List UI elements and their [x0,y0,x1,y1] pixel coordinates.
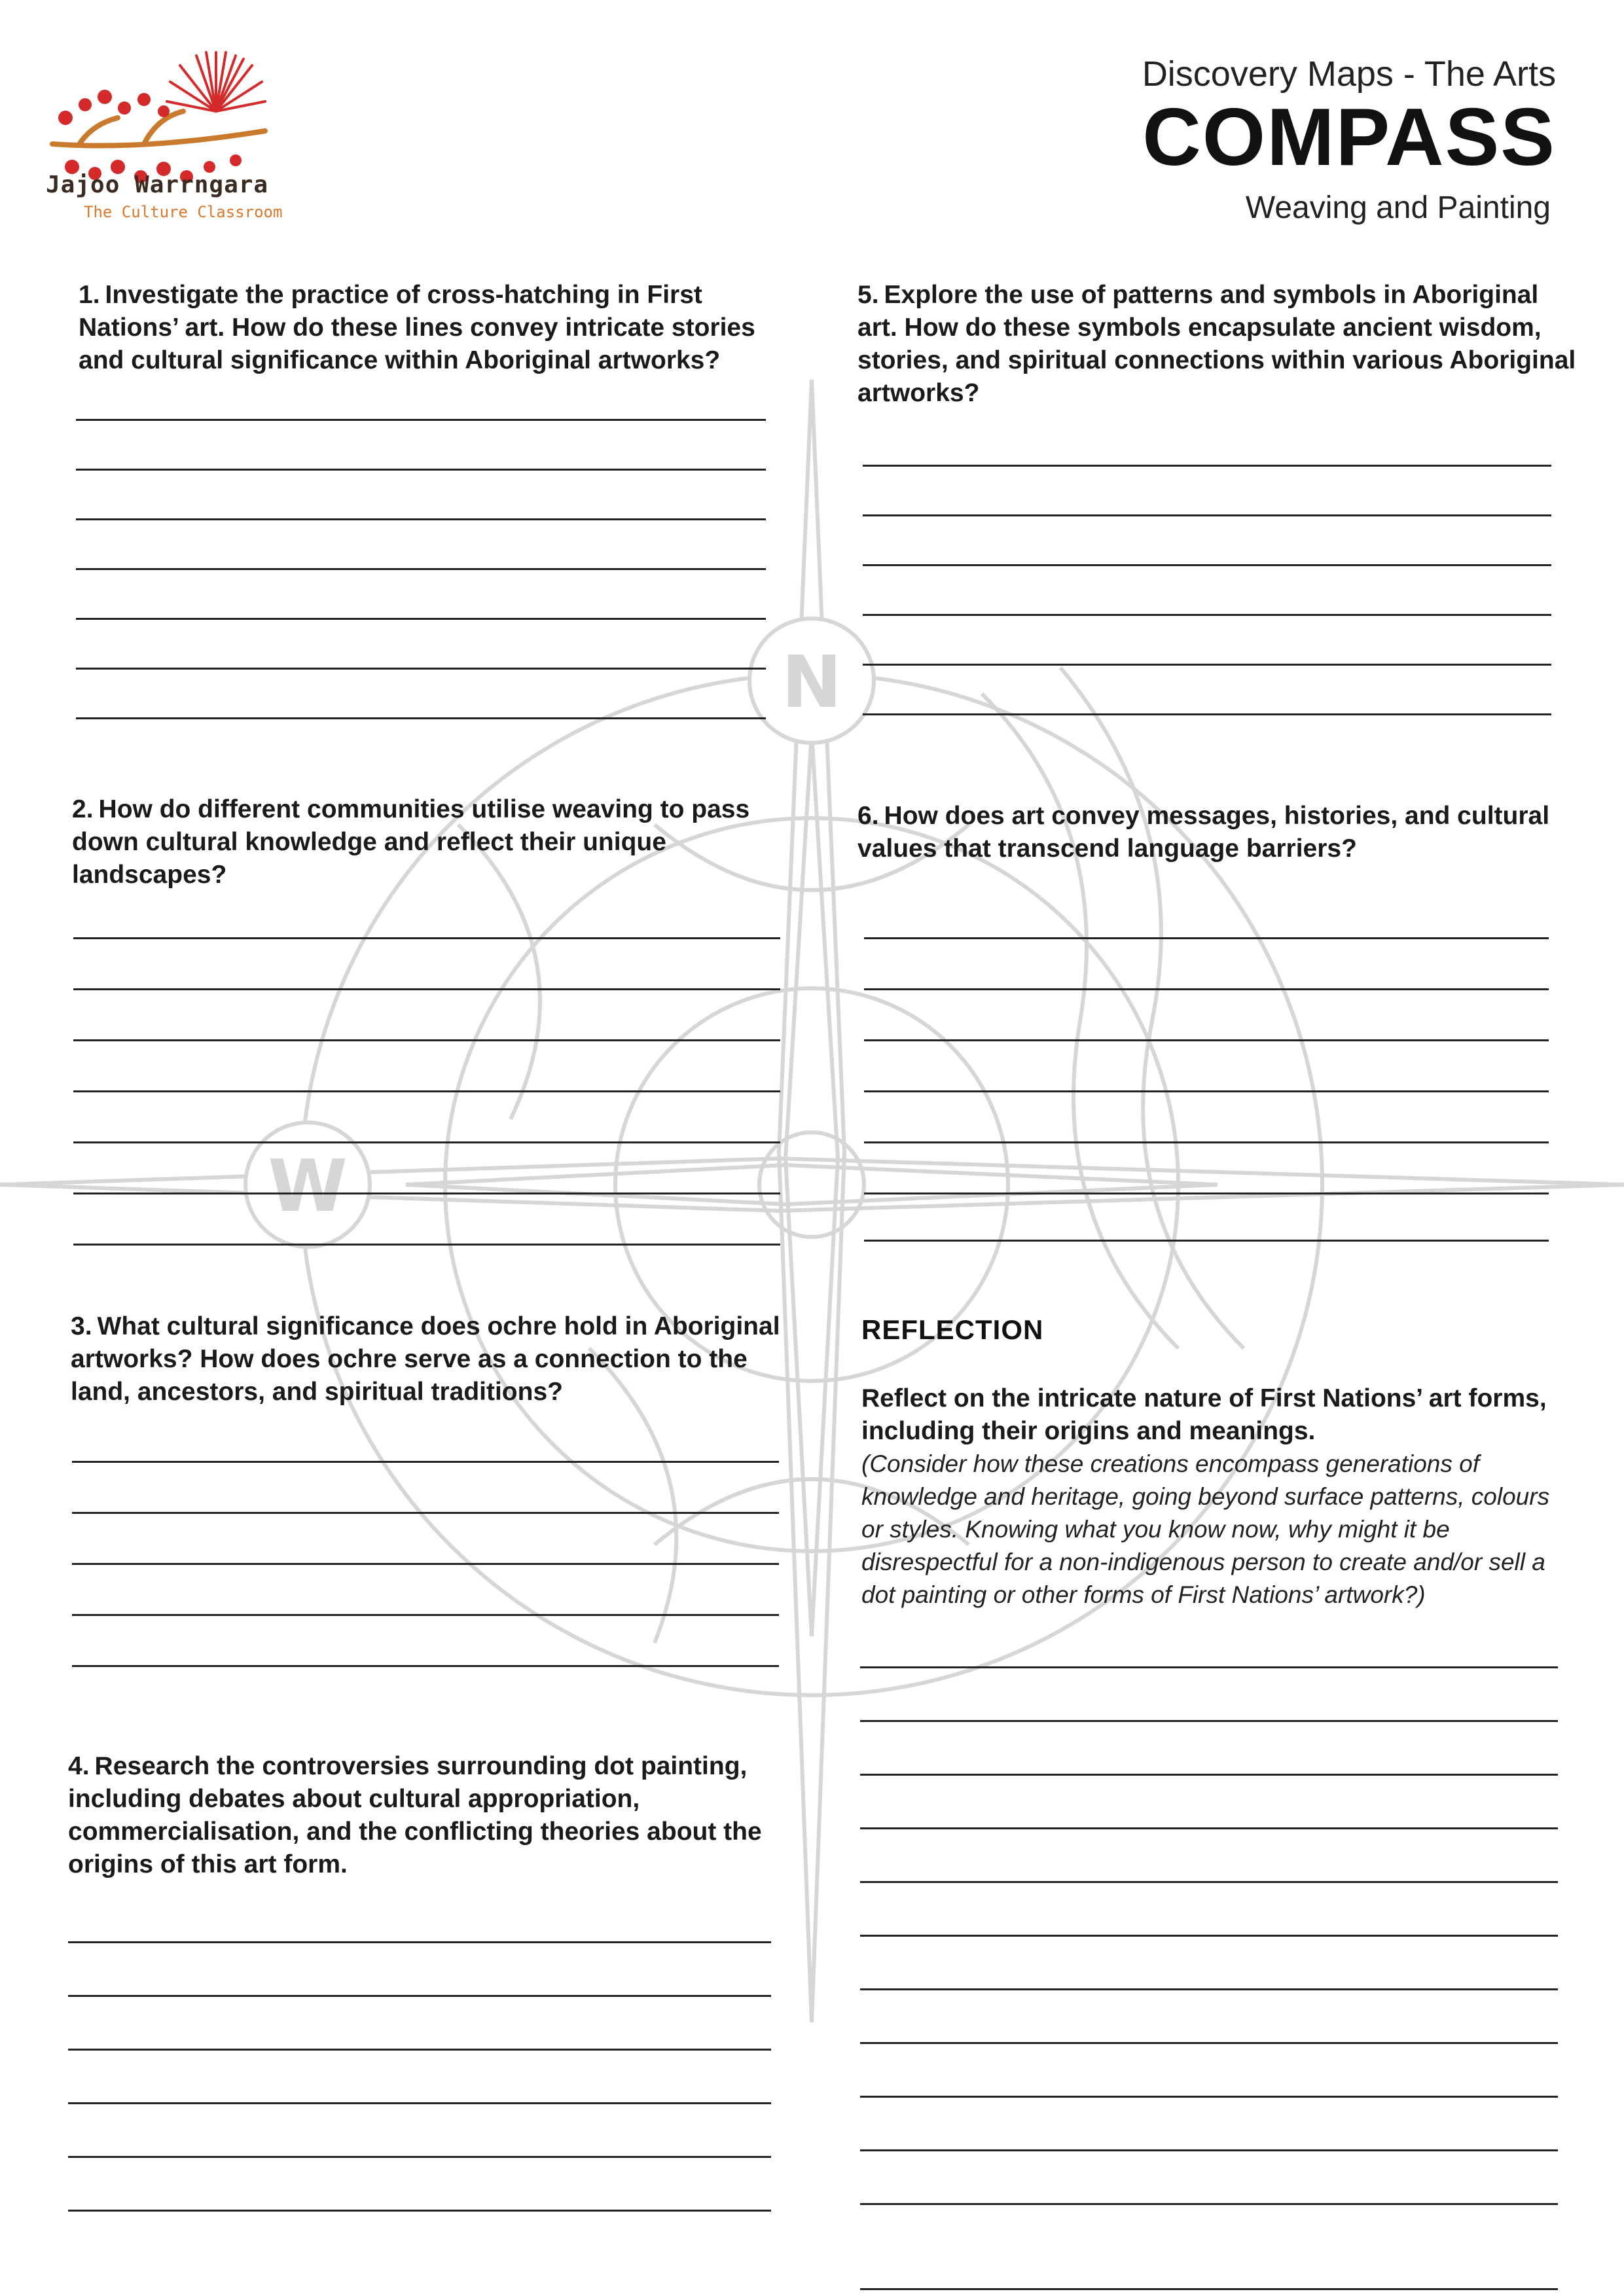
answer-line[interactable] [73,1039,780,1041]
answer-lines-3[interactable] [72,1461,779,1670]
answer-lines-1[interactable] [76,419,766,726]
answer-line[interactable] [68,1995,771,1997]
answer-line[interactable] [860,2288,1558,2290]
question-number: 2. [72,795,94,823]
answer-line[interactable] [860,1881,1558,1883]
answer-line[interactable] [72,1461,779,1463]
page-subtitle: Weaving and Painting [1245,190,1551,225]
answer-line[interactable] [72,1512,779,1514]
answer-line[interactable] [864,1240,1549,1242]
question-number: 3. [71,1312,92,1340]
answer-line[interactable] [860,1666,1558,1668]
question-text: How does art convey messages, histories, and cultural values that transcend language barriers? [857,802,1550,863]
logo-flower-icon [167,52,265,111]
answer-line[interactable] [76,518,766,520]
answer-line[interactable] [68,1941,771,1943]
question-number: 6. [857,802,879,830]
answer-line[interactable] [863,713,1551,715]
question-text: Explore the use of patterns and symbols in Aboriginal art. How do these symbols encapsulate ancient wisdom, stories, and spiritual connections within various Aboriginal artworks? [857,281,1576,407]
answer-line[interactable] [860,2203,1558,2205]
answer-line[interactable] [863,664,1551,666]
logo-tagline: The Culture Classroom [84,203,283,221]
question-number: 4. [68,1752,90,1780]
answer-line[interactable] [863,465,1551,467]
answer-lines-6[interactable] [864,937,1549,1245]
answer-lines-2[interactable] [73,937,780,1251]
answer-lines-reflection[interactable] [860,1666,1558,2295]
answer-line[interactable] [68,2049,771,2051]
question-number: 1. [79,281,100,309]
answer-line[interactable] [864,1193,1549,1194]
question-4 [68,1750,788,1881]
answer-line[interactable] [76,419,766,421]
question-6 [857,800,1578,865]
answer-line[interactable] [864,937,1549,939]
answer-line[interactable] [72,1563,779,1565]
answer-line[interactable] [863,564,1551,566]
question-text: How do different communities utilise weaving to pass down cultural knowledge and reflect their unique landscapes? [72,795,750,889]
answer-line[interactable] [73,1141,780,1143]
answer-line[interactable] [860,1935,1558,1937]
answer-line[interactable] [73,937,780,939]
question-3 [71,1310,784,1408]
reflection-title: REFLECTION [861,1314,1044,1345]
answer-line[interactable] [76,618,766,620]
answer-line[interactable] [860,1827,1558,1829]
answer-line[interactable] [73,1244,780,1246]
answer-line[interactable] [864,1090,1549,1092]
question-text: Research the controversies surrounding dot painting, including debates about cultural appropriation, commercialisation, and the conflicting theories about the origins of this art form. [68,1752,762,1878]
question-2 [72,793,779,891]
answer-line[interactable] [860,1774,1558,1776]
answer-line[interactable] [72,1665,779,1667]
page-title: COMPASS [1142,92,1556,183]
logo-name: Jajoo Warrngara [46,171,269,198]
answer-line[interactable] [860,2096,1558,2098]
answer-line[interactable] [76,668,766,670]
answer-line[interactable] [73,988,780,990]
answer-line[interactable] [860,1988,1558,1990]
answer-line[interactable] [860,1720,1558,1722]
question-text: Investigate the practice of cross-hatching in First Nations’ art. How do these lines convey intricate stories and cultural significance within Aboriginal artworks? [79,281,755,374]
reflection-guidance: (Consider how these creations encompass generations of knowledge and heritage, going beyond surface patterns, colours or styles. Knowing what you know now, why might it be disrespectful for a non-indigenous person to create and/or sell a dot painting or other forms of First Nations’ artwork?) [861,1450,1550,1608]
answer-line[interactable] [73,1193,780,1194]
answer-line[interactable] [68,2156,771,2158]
answer-line[interactable] [864,1039,1549,1041]
answer-line[interactable] [76,568,766,570]
answer-line[interactable] [863,614,1551,616]
answer-line[interactable] [73,1090,780,1092]
answer-lines-4[interactable] [68,1941,771,2216]
answer-line[interactable] [863,514,1551,516]
answer-line[interactable] [864,1141,1549,1143]
answer-line[interactable] [68,2102,771,2104]
answer-line[interactable] [76,469,766,471]
answer-line[interactable] [72,1614,779,1616]
answer-line[interactable] [76,717,766,719]
series-title: Discovery Maps - The Arts [1142,54,1556,94]
answer-line[interactable] [860,2149,1558,2151]
answer-line[interactable] [860,2042,1558,2044]
answer-line[interactable] [864,988,1549,990]
question-1 [79,279,772,377]
question-number: 5. [857,281,879,309]
answer-lines-5[interactable] [863,465,1551,720]
question-text: What cultural significance does ochre hold in Aboriginal artworks? How does ochre serve as a connection to the land, ancestors, and spiritual traditions? [71,1312,780,1406]
answer-line[interactable] [68,2210,771,2212]
reflection-prompt: Reflect on the intricate nature of First Nations’ art forms, including their origins and meanings. [861,1384,1547,1445]
west-letter: W [268,1144,348,1228]
north-letter: N [781,640,842,724]
question-5 [857,279,1578,410]
logo-branch [52,111,265,146]
